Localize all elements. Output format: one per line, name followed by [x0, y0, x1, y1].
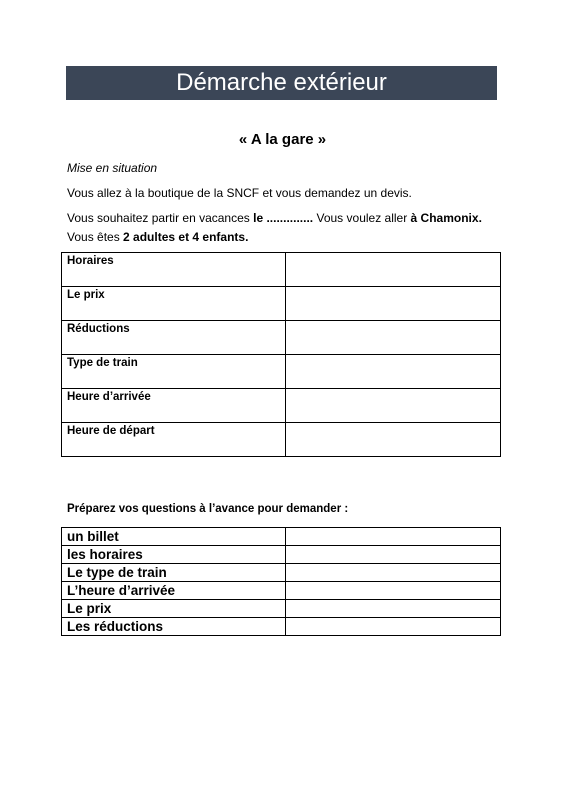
intro-line-2-destination: à Chamonix.: [410, 211, 482, 225]
question-label: un billet: [62, 528, 286, 546]
question-answer-cell[interactable]: [286, 564, 501, 582]
answer-cell[interactable]: [286, 355, 501, 389]
table-row: [62, 600, 501, 618]
intro-line-2-part-c: Vous voulez aller: [313, 211, 411, 225]
table-row: [62, 321, 501, 355]
answer-cell[interactable]: [286, 389, 501, 423]
intro-line-3-travelers: 2 adultes et 4 enfants.: [123, 230, 249, 244]
table-row: [62, 287, 501, 321]
question-answer-cell[interactable]: [286, 618, 501, 636]
intro-line-1: Vous allez à la boutique de la SNCF et vous demandez un devis.: [67, 186, 412, 200]
question-label: Le prix: [62, 600, 286, 618]
question-label: Les réductions: [62, 618, 286, 636]
questions-table: [61, 527, 501, 636]
answer-cell[interactable]: [286, 253, 501, 287]
info-table: [61, 252, 501, 457]
row-label: Horaires: [62, 253, 286, 287]
question-label: L’heure d’arrivée: [62, 582, 286, 600]
intro-line-3: [67, 229, 248, 245]
table-row: [62, 564, 501, 582]
question-answer-cell[interactable]: [286, 546, 501, 564]
table-row: [62, 546, 501, 564]
question-label: Le type de train: [62, 564, 286, 582]
table-row: [62, 528, 501, 546]
intro-line-3-part-a: Vous êtes: [67, 230, 124, 244]
situation-label: Mise en situation: [67, 161, 158, 175]
question-answer-cell[interactable]: [286, 600, 501, 618]
table-row: [62, 582, 501, 600]
row-label: Heure de départ: [62, 423, 286, 457]
answer-cell[interactable]: [286, 321, 501, 355]
table-row: [62, 423, 501, 457]
row-label: Heure d’arrivée: [62, 389, 286, 423]
row-label: Réductions: [62, 321, 286, 355]
intro-line-2-date: le ..............: [253, 211, 314, 225]
question-label: les horaires: [62, 546, 286, 564]
table-row: [62, 618, 501, 636]
question-answer-cell[interactable]: [286, 582, 501, 600]
intro-line-2: [67, 210, 482, 226]
table-row: [62, 253, 501, 287]
question-answer-cell[interactable]: [286, 528, 501, 546]
table-row: [62, 389, 501, 423]
questions-heading: Préparez vos questions à l’avance pour demander :: [67, 503, 349, 515]
intro-line-2-part-a: Vous souhaitez partir en vacances: [67, 211, 254, 225]
row-label: Le prix: [62, 287, 286, 321]
row-label: Type de train: [62, 355, 286, 389]
answer-cell[interactable]: [286, 287, 501, 321]
section-subtitle: « A la gare »: [238, 131, 327, 148]
answer-cell[interactable]: [286, 423, 501, 457]
table-row: [62, 355, 501, 389]
page-title: Démarche extérieur: [66, 66, 497, 100]
